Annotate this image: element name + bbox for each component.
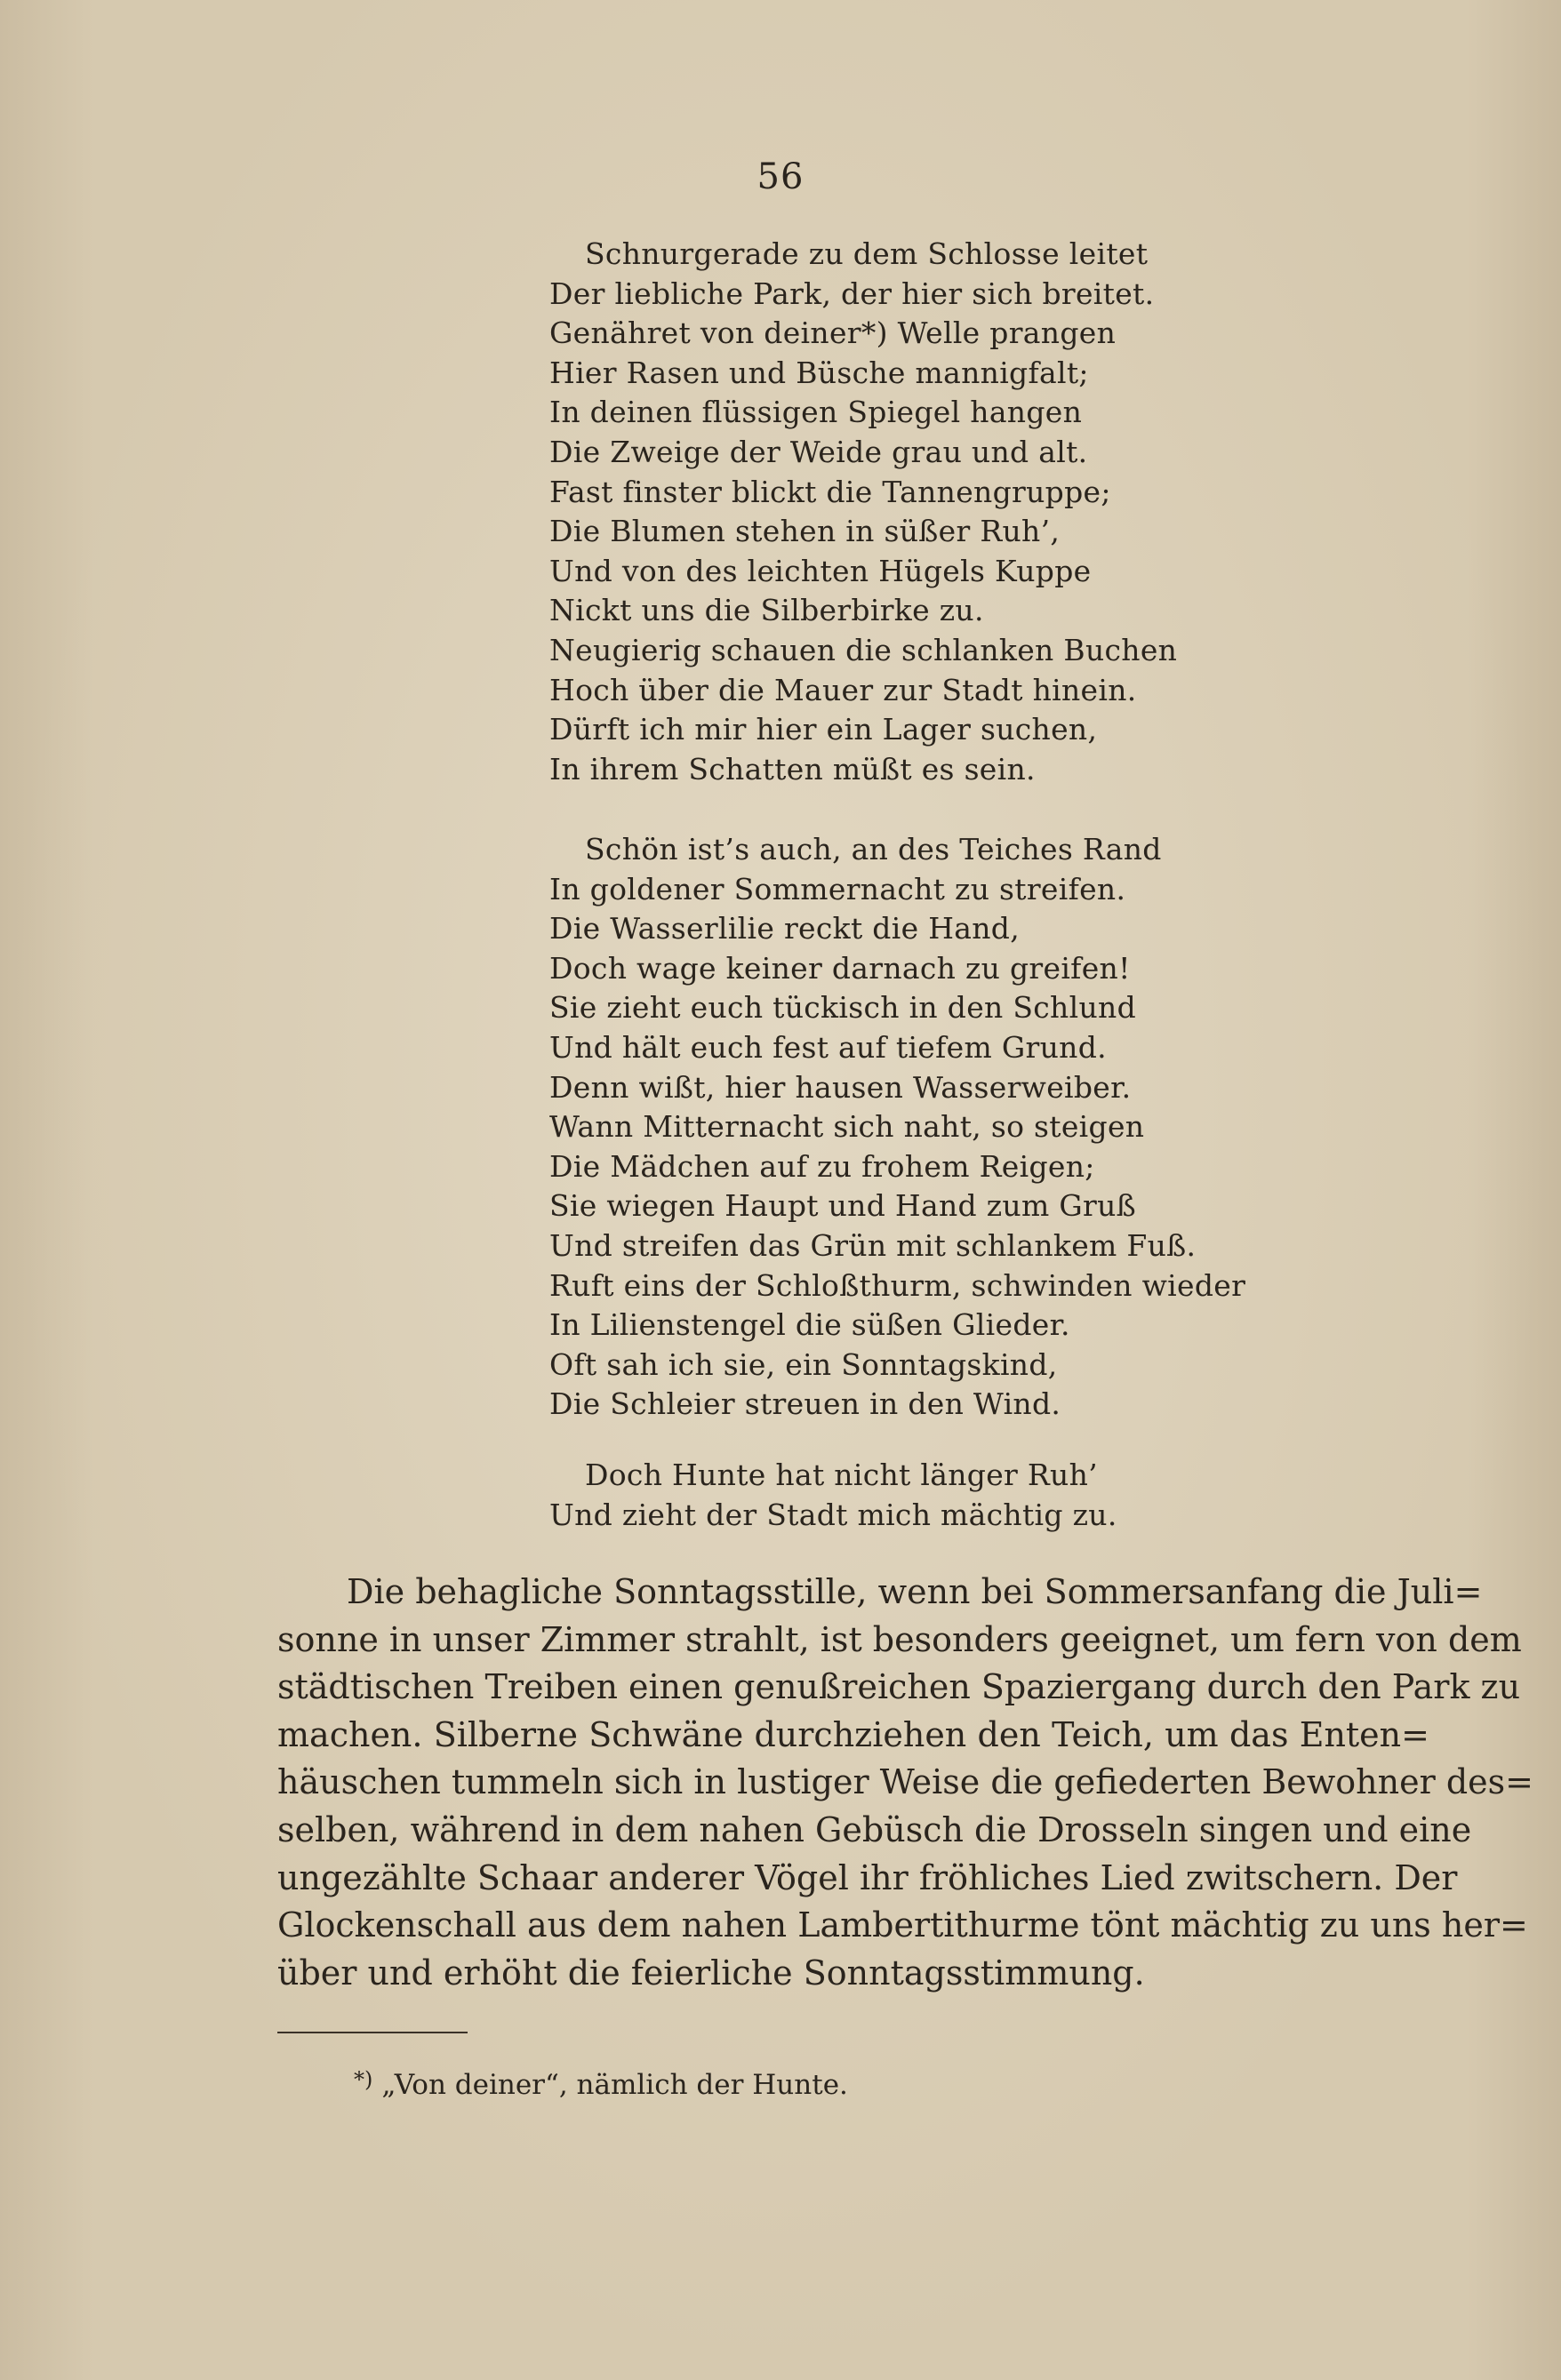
footnote-marker: *) — [354, 2067, 373, 2092]
poem-line: Genähret von deiner*) Welle prangen — [549, 315, 1117, 351]
poem-line: Und hält euch fest auf tiefem Grund. — [549, 1029, 1107, 1065]
poem-line: Und zieht der Stadt mich mächtig zu. — [549, 1497, 1117, 1532]
poem-line: In ihrem Schatten müßt es sein. — [549, 751, 1036, 787]
footnote — [354, 2067, 848, 2101]
poem-line: Hier Rasen und Büsche mannigfalt; — [549, 355, 1089, 390]
prose-line: häuschen tummeln sich in lustiger Weise die gefiederten Bewohner des= — [277, 1762, 1534, 1802]
poem-line: Oft sah ich sie, ein Sonntagskind, — [549, 1346, 1058, 1382]
poem-line: Der liebliche Park, der hier sich breitet. — [549, 276, 1155, 311]
poem-line: Und von des leichten Hügels Kuppe — [549, 553, 1092, 588]
poem-line: In deinen flüssigen Spiegel hangen — [549, 395, 1083, 430]
poem-line: Nickt uns die Silberbirke zu. — [549, 593, 984, 628]
footnote-rule — [277, 2032, 468, 2033]
poem-line: In Lilienstengel die süßen Glieder. — [549, 1307, 1070, 1343]
prose-line: selben, während in dem nahen Gebüsch die Drosseln singen und eine — [277, 1809, 1472, 1849]
poem-line: Und streifen das Grün mit schlankem Fuß. — [549, 1227, 1197, 1263]
poem-line: Schön ist’s auch, an des Teiches Rand — [585, 832, 1162, 867]
poem-line: Die Mädchen auf zu frohem Reigen; — [549, 1148, 1095, 1184]
poem-stanza-2 — [549, 830, 1245, 1425]
prose-line: sonne in unser Zimmer strahlt, ist besonders geeignet, um fern von dem — [277, 1619, 1522, 1659]
prose-line: Die behagliche Sonntagsstille, wenn bei Sommersanfang die Juli= — [347, 1572, 1483, 1611]
footnote-text: „Von deiner“, nämlich der Hunte. — [381, 2069, 848, 2101]
poem-line: Fast finster blickt die Tannengruppe; — [549, 474, 1111, 509]
poem-stanza-1 — [549, 235, 1177, 789]
poem-line: Die Zweige der Weide grau und alt. — [549, 434, 1088, 469]
poem-line: Sie zieht euch tückisch in den Schlund — [549, 990, 1136, 1026]
poem-stanza-3 — [549, 1456, 1117, 1535]
prose-line: machen. Silberne Schwäne durchziehen den Teich, um das Enten= — [277, 1714, 1429, 1754]
poem-line: In goldener Sommernacht zu streifen. — [549, 871, 1126, 906]
poem-line: Wann Mitternacht sich naht, so steigen — [549, 1109, 1145, 1145]
poem-line: Die Blumen stehen in süßer Ruh’, — [549, 514, 1061, 549]
poem-line: Denn wißt, hier hausen Wasserweiber. — [549, 1069, 1132, 1105]
poem-line: Die Schleier streuen in den Wind. — [549, 1386, 1061, 1422]
prose-line: städtischen Treiben einen genußreichen Spaziergang durch den Park zu — [277, 1667, 1521, 1707]
prose-line: Glockenschall aus dem nahen Lambertithurme tönt mächtig zu uns her= — [277, 1905, 1528, 1945]
prose-paragraph — [277, 1569, 1534, 1997]
poem-line: Die Wasserlilie reckt die Hand, — [549, 911, 1021, 946]
poem-line: Ruft eins der Schloßthurm, schwinden wieder — [549, 1267, 1246, 1303]
page-number: 56 — [756, 156, 805, 197]
poem-line: Doch wage keiner darnach zu greifen! — [549, 950, 1131, 986]
poem-line: Dürft ich mir hier ein Lager suchen, — [549, 712, 1098, 747]
prose-line: über und erhöht die feierliche Sonntagsstimmung. — [277, 1953, 1145, 1993]
poem-line: Hoch über die Mauer zur Stadt hinein. — [549, 672, 1137, 707]
poem-line: Doch Hunte hat nicht länger Ruh’ — [585, 1458, 1098, 1492]
prose-line: ungezählte Schaar anderer Vögel ihr fröhliches Lied zwitschern. Der — [277, 1857, 1458, 1897]
poem-line: Sie wiegen Haupt und Hand zum Gruß — [549, 1188, 1136, 1224]
poem-line: Neugierig schauen die schlanken Buchen — [549, 632, 1178, 667]
poem-line: Schnurgerade zu dem Schlosse leitet — [585, 236, 1149, 271]
